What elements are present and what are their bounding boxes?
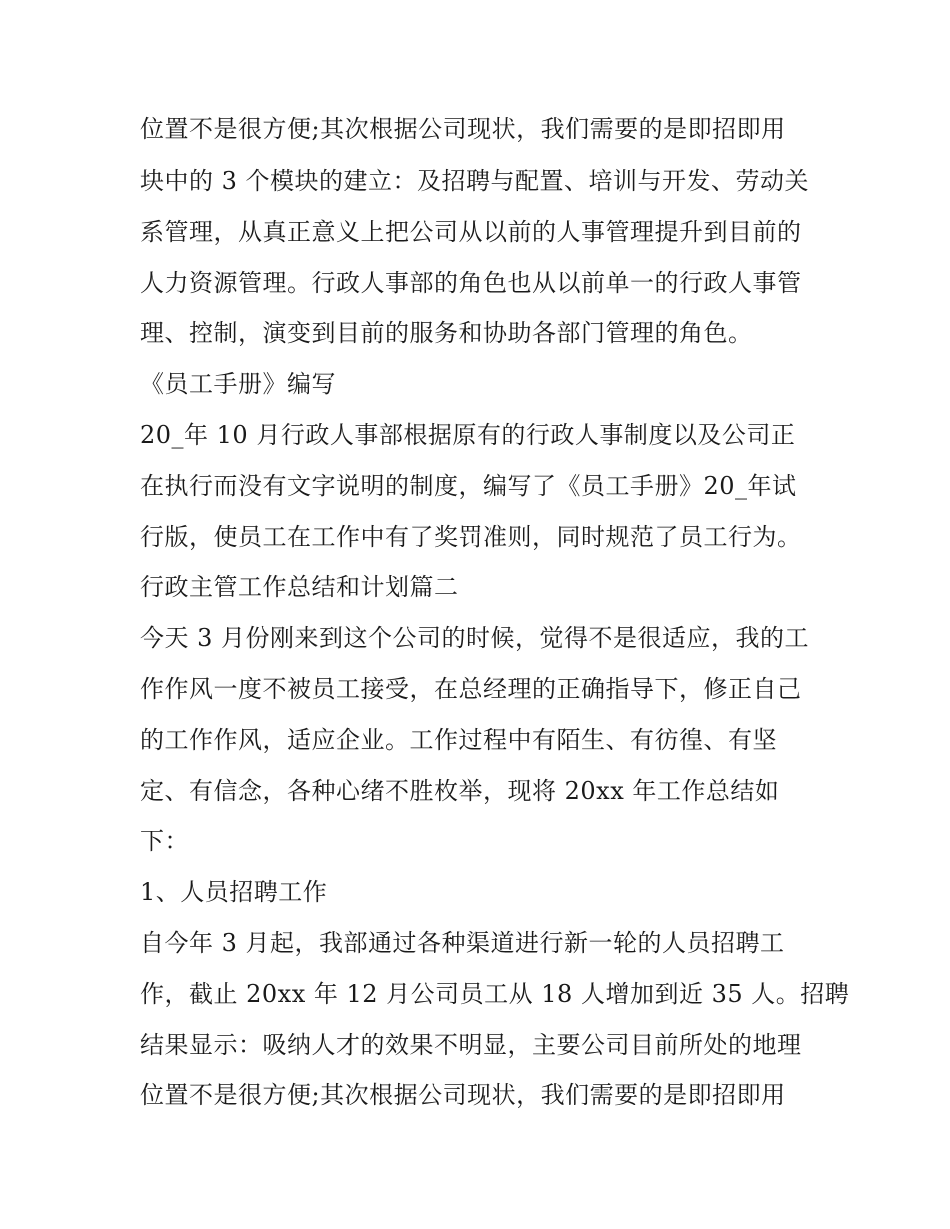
text-line: 理、控制，演变到目前的服务和协助各部门管理的角色。 (140, 319, 753, 347)
text-line: 行版，使员工在工作中有了奖罚准则，同时规范了员工行为。 (140, 523, 802, 551)
text-line: 块中的 3 个模块的建立：及招聘与配置、培训与开发、劳动关 (140, 167, 810, 195)
text-line: 今天 3 月份刚来到这个公司的时候，觉得不是很适应，我的工 (140, 624, 810, 652)
text-line: 作，截止 20xx 年 12 月公司员工从 18 人增加到近 35 人。招聘 (140, 980, 850, 1008)
text-line: 在执行而没有文字说明的制度，编写了《员工手册》20_年试 (140, 472, 797, 500)
text-line: 系管理，从真正意义上把公司从以前的人事管理提升到目前的 (140, 218, 802, 246)
text-line: 20_年 10 月行政人事部根据原有的行政人事制度以及公司正 (140, 421, 796, 449)
text-line: 自今年 3 月起，我部通过各种渠道进行新一轮的人员招聘工 (140, 929, 785, 957)
text-line: 的工作作风，适应企业。工作过程中有陌生、有彷徨、有坚 (140, 726, 777, 754)
text-line: 结果显示：吸纳人才的效果不明显，主要公司目前所处的地理 (140, 1031, 802, 1059)
text-line: 位置不是很方便;其次根据公司现状，我们需要的是即招即用 (140, 1081, 786, 1109)
text-line: 位置不是很方便;其次根据公司现状，我们需要的是即招即用 (140, 115, 786, 143)
text-line: 下： (140, 827, 189, 855)
section-heading: 行政主管工作总结和计划篇二 (140, 573, 459, 601)
text-line: 定、有信念，各种心绪不胜枚举，现将 20xx 年工作总结如 (140, 777, 780, 805)
text-line: 作作风一度不被员工接受，在总经理的正确指导下，修正自己 (140, 675, 802, 703)
text-line: 人力资源管理。行政人事部的角色也从以前单一的行政人事管 (140, 269, 802, 297)
section-heading: 1、人员招聘工作 (140, 878, 328, 906)
section-heading: 《员工手册》编写 (140, 370, 336, 398)
